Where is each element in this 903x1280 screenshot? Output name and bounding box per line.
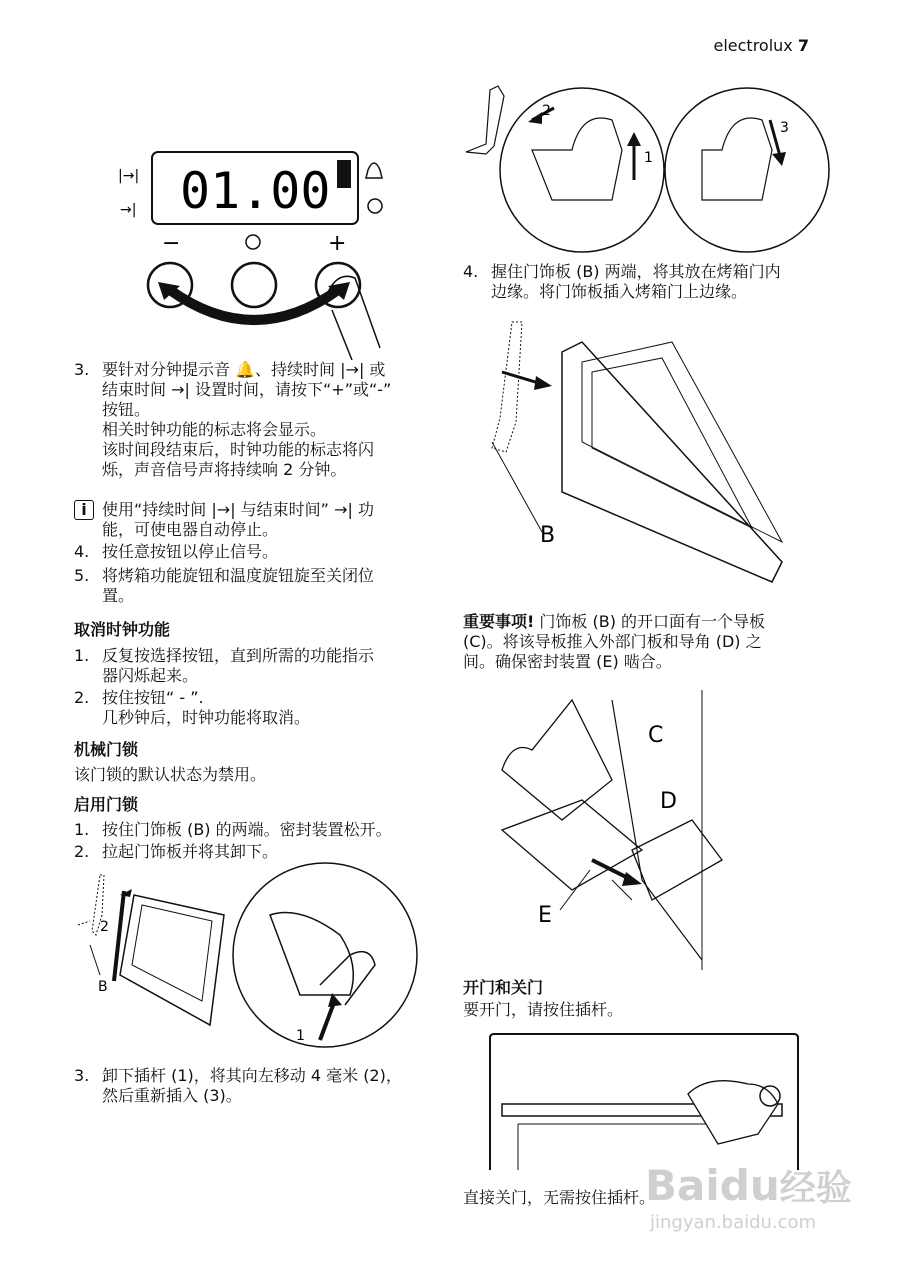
fig-label-2: 2	[542, 103, 551, 119]
clock-display-illustration	[110, 140, 400, 360]
watermark-logo	[645, 1160, 852, 1211]
step-text: 置。	[102, 586, 135, 605]
info-text: 使用“持续时间	[102, 500, 207, 519]
step-text: 要针对分钟提示音	[102, 360, 231, 379]
note-text: 门饰板 (B) 的开口面有一个导板	[534, 612, 766, 631]
open-close-heading: 开门和关门	[463, 978, 544, 997]
step-text: 或	[369, 360, 386, 379]
watermark-text: Baidu	[645, 1161, 780, 1210]
mechanical-lock-text: 该门锁的默认状态为禁用。	[74, 765, 267, 784]
page-number: 7	[797, 36, 809, 55]
step-text: 边缘。将门饰板插入烤箱门上边缘。	[491, 282, 748, 301]
duration-icon: |→|	[340, 360, 365, 379]
step-text: 卸下插杆 (1)，将其向左移动 4 毫米 (2)，	[102, 1066, 402, 1085]
info-icon: i	[74, 500, 94, 520]
step-text: 相关时钟功能的标志将会显示。	[102, 420, 327, 439]
oven-door-illustration	[488, 1034, 800, 1170]
step-number: 3.	[74, 360, 90, 379]
guide-insertion-illustration	[462, 690, 842, 970]
rod-move-illustration	[462, 80, 842, 260]
step-number: 5.	[74, 566, 90, 585]
fig-label-b: B	[540, 523, 556, 548]
door-trim-removal-illustration	[70, 865, 440, 1055]
note-text: 间。确保密封装置 (E) 啮合。	[463, 652, 672, 671]
info-text: 能，可使电器自动停止。	[102, 520, 279, 539]
step-text: 按钮。	[102, 400, 151, 419]
watermark-url: jingyan.baidu.com	[650, 1212, 817, 1233]
step-number: 4.	[463, 262, 479, 281]
step-text: 烁，声音信号声将持续响 2 分钟。	[102, 460, 347, 479]
page-header	[713, 36, 809, 55]
important-label: 重要事项!	[463, 612, 535, 631]
step-number: 1.	[74, 646, 90, 665]
fig-label-1: 1	[296, 1028, 305, 1044]
step-text: 握住门饰板 (B) 两端，将其放在烤箱门内	[491, 262, 781, 281]
step-number: 2.	[74, 688, 90, 707]
end-time-icon: →|	[334, 500, 353, 519]
step-text: 结束时间	[102, 380, 167, 399]
duration-icon: |→|	[211, 500, 236, 519]
step-number: 3.	[74, 1066, 90, 1085]
step-text: 然后重新插入 (3)。	[102, 1086, 242, 1105]
fig-label-1: 1	[644, 150, 653, 166]
info-text: 与结束时间”	[240, 500, 329, 519]
step-text: 、持续时间	[255, 360, 336, 379]
fig-label-3: 3	[780, 120, 789, 136]
cancel-clock-heading: 取消时钟功能	[74, 620, 171, 639]
step-text: 按住按钮“ - ”.	[102, 688, 204, 707]
plus-label: +	[328, 231, 347, 256]
step-text: 按住门饰板 (B) 的两端。密封装置松开。	[102, 820, 392, 839]
step-text: 拉起门饰板并将其卸下。	[102, 842, 279, 861]
step-number: 4.	[74, 542, 90, 561]
step-number: 1.	[74, 820, 90, 839]
brand-name: electrolux	[713, 36, 793, 55]
note-text: (C)。将该导板推入外部门板和导角 (D) 之	[463, 632, 762, 651]
close-text: 直接关门，无需按住插杆。	[463, 1188, 656, 1207]
door-panel-illustration	[462, 312, 842, 602]
step-text: 该时间段结束后，时钟功能的标志将闪	[102, 440, 375, 459]
info-text: 功	[357, 500, 374, 519]
fig-label-d: D	[660, 789, 677, 814]
fig-label-c: C	[648, 723, 664, 748]
fig-label-2: 2	[100, 919, 109, 935]
step-text: 器闪烁起来。	[102, 666, 199, 685]
fig-label-e: E	[538, 903, 552, 928]
step-text: 反复按选择按钮，直到所需的功能指示	[102, 646, 375, 665]
step-text: 设置时间，请按下“+”或“-”	[195, 380, 392, 399]
clock-digits: 01.00	[180, 162, 331, 220]
step-text: 将烤箱功能旋钮和温度旋钮旋至关闭位	[102, 566, 375, 585]
fig-label-b: B	[98, 979, 108, 995]
enable-lock-heading: 启用门锁	[74, 795, 139, 814]
step-text: 按任意按钮以停止信号。	[102, 542, 279, 561]
bell-icon: 🔔	[235, 360, 256, 379]
open-text: 要开门，请按住插杆。	[463, 1000, 624, 1019]
minus-label: −	[162, 231, 181, 256]
mechanical-lock-heading: 机械门锁	[74, 740, 139, 759]
end-time-icon: →|	[171, 380, 190, 399]
svg-text:→|: →|	[120, 202, 137, 218]
step-text: 几秒钟后，时钟功能将取消。	[102, 708, 311, 727]
svg-text:|→|: |→|	[118, 168, 140, 184]
step-number: 2.	[74, 842, 90, 861]
watermark-text: 经验	[779, 1168, 852, 1209]
